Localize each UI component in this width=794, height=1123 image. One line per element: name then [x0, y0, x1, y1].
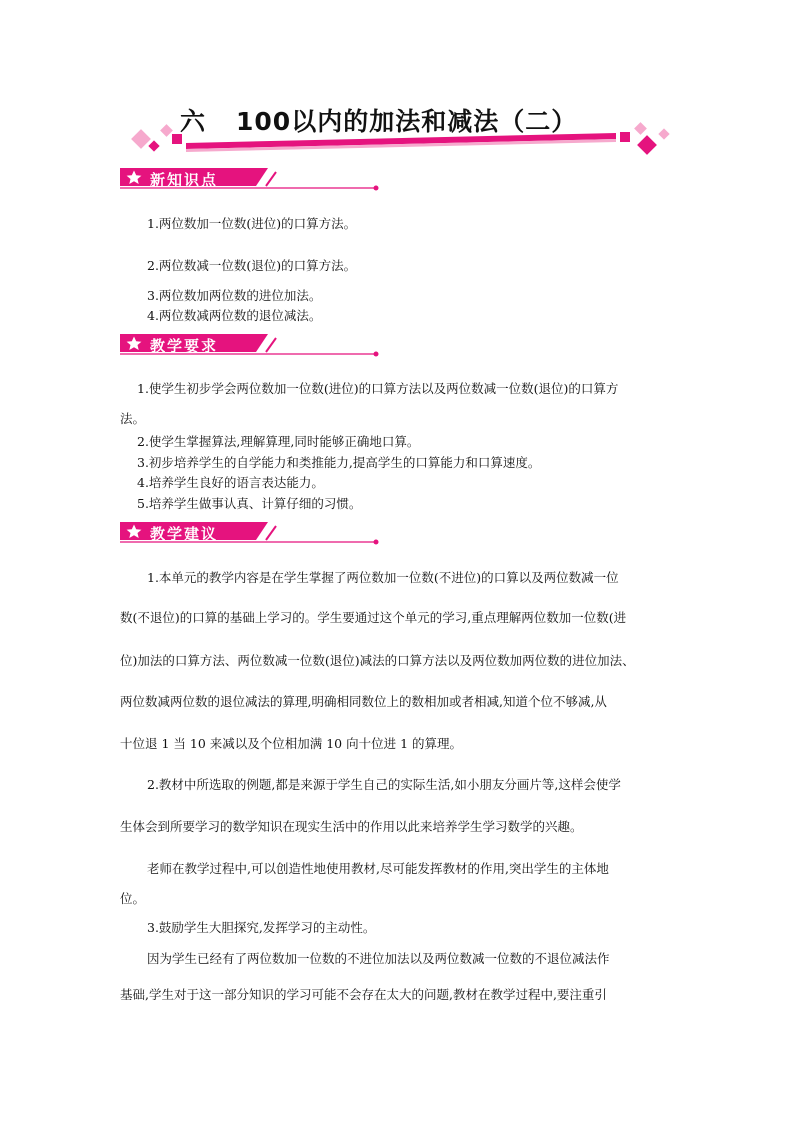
- section-title: 新知识点: [150, 171, 219, 189]
- suggestion-line: 十位退 1 当 10 来减以及个位相加满 10 向十位进 1 的算理。: [120, 736, 463, 751]
- ribbon-diamond: [658, 128, 669, 139]
- ribbon-diamond: [634, 122, 647, 135]
- suggestion-line: 基础,学生对于这一部分知识的学习可能不会存在太大的问题,教材在教学过程中,要注重引: [120, 987, 607, 1002]
- ribbon-square: [620, 132, 630, 142]
- suggestion-line: 数(不退位)的口算的基础上学习的。学生要通过这个单元的学习,重点理解两位数加一位数(进: [120, 610, 627, 625]
- requirement-item: 2.使学生掌握算法,理解算理,同时能够正确地口算。: [137, 434, 420, 449]
- requirement-item: 5.培养学生做事认真、计算仔细的习惯。: [137, 496, 362, 511]
- chapter-title-area: [120, 100, 680, 160]
- ribbon-diamond: [637, 135, 657, 155]
- knowledge-item: 1.两位数加一位数(进位)的口算方法。: [147, 216, 357, 231]
- chapter-number: 六: [180, 107, 207, 136]
- requirement-item: 3.初步培养学生的自学能力和类推能力,提高学生的口算能力和口算速度。: [137, 455, 541, 470]
- suggestion-line: 位。: [120, 891, 146, 906]
- ribbon-diamond: [131, 129, 151, 149]
- requirement-item: 1.使学生初步学会两位数加一位数(进位)的口算方法以及两位数减一位数(退位)的口算方: [137, 381, 619, 396]
- knowledge-item: 2.两位数减一位数(退位)的口算方法。: [147, 258, 357, 273]
- requirement-item-continuation: 法。: [120, 411, 146, 426]
- chapter-name: 100以内的加法和减法（二）: [236, 107, 578, 136]
- section-header-requirements: [120, 334, 382, 358]
- ribbon-diamond: [148, 140, 159, 151]
- suggestion-line: 生体会到所要学习的数学知识在现实生活中的作用以此来培养学生学习数学的兴趣。: [120, 819, 583, 834]
- section-title: 教学建议: [150, 525, 219, 543]
- suggestion-line: 2.教材中所选取的例题,都是来源于学生自己的实际生活,如小朋友分画片等,这样会使学: [147, 777, 621, 792]
- knowledge-item: 3.两位数加两位数的进位加法。: [147, 288, 322, 303]
- knowledge-item: 4.两位数减两位数的退位减法。: [147, 308, 322, 323]
- section-header-suggestions: [120, 522, 382, 546]
- requirement-item: 4.培养学生良好的语言表达能力。: [137, 475, 324, 490]
- suggestion-line: 两位数减两位数的退位减法的算理,明确相同数位上的数相加或者相减,知道个位不够减,从: [120, 694, 607, 709]
- suggestion-line: 老师在教学过程中,可以创造性地使用教材,尽可能发挥教材的作用,突出学生的主体地: [147, 861, 609, 876]
- suggestion-line: 1.本单元的教学内容是在学生掌握了两位数加一位数(不进位)的口算以及两位数减一位: [147, 570, 619, 585]
- chapter-title: [180, 102, 577, 138]
- suggestion-line: 因为学生已经有了两位数加一位数的不进位加法以及两位数减一位数的不退位减法作: [147, 951, 610, 966]
- ribbon-diamond: [160, 124, 173, 137]
- section-header-knowledge: [120, 168, 382, 192]
- section-title: 教学要求: [150, 337, 219, 355]
- suggestion-line: 位)加法的口算方法、两位数减一位数(退位)减法的口算方法以及两位数加两位数的进位加法、: [120, 653, 635, 668]
- suggestion-line: 3.鼓励学生大胆探究,发挥学习的主动性。: [147, 920, 376, 935]
